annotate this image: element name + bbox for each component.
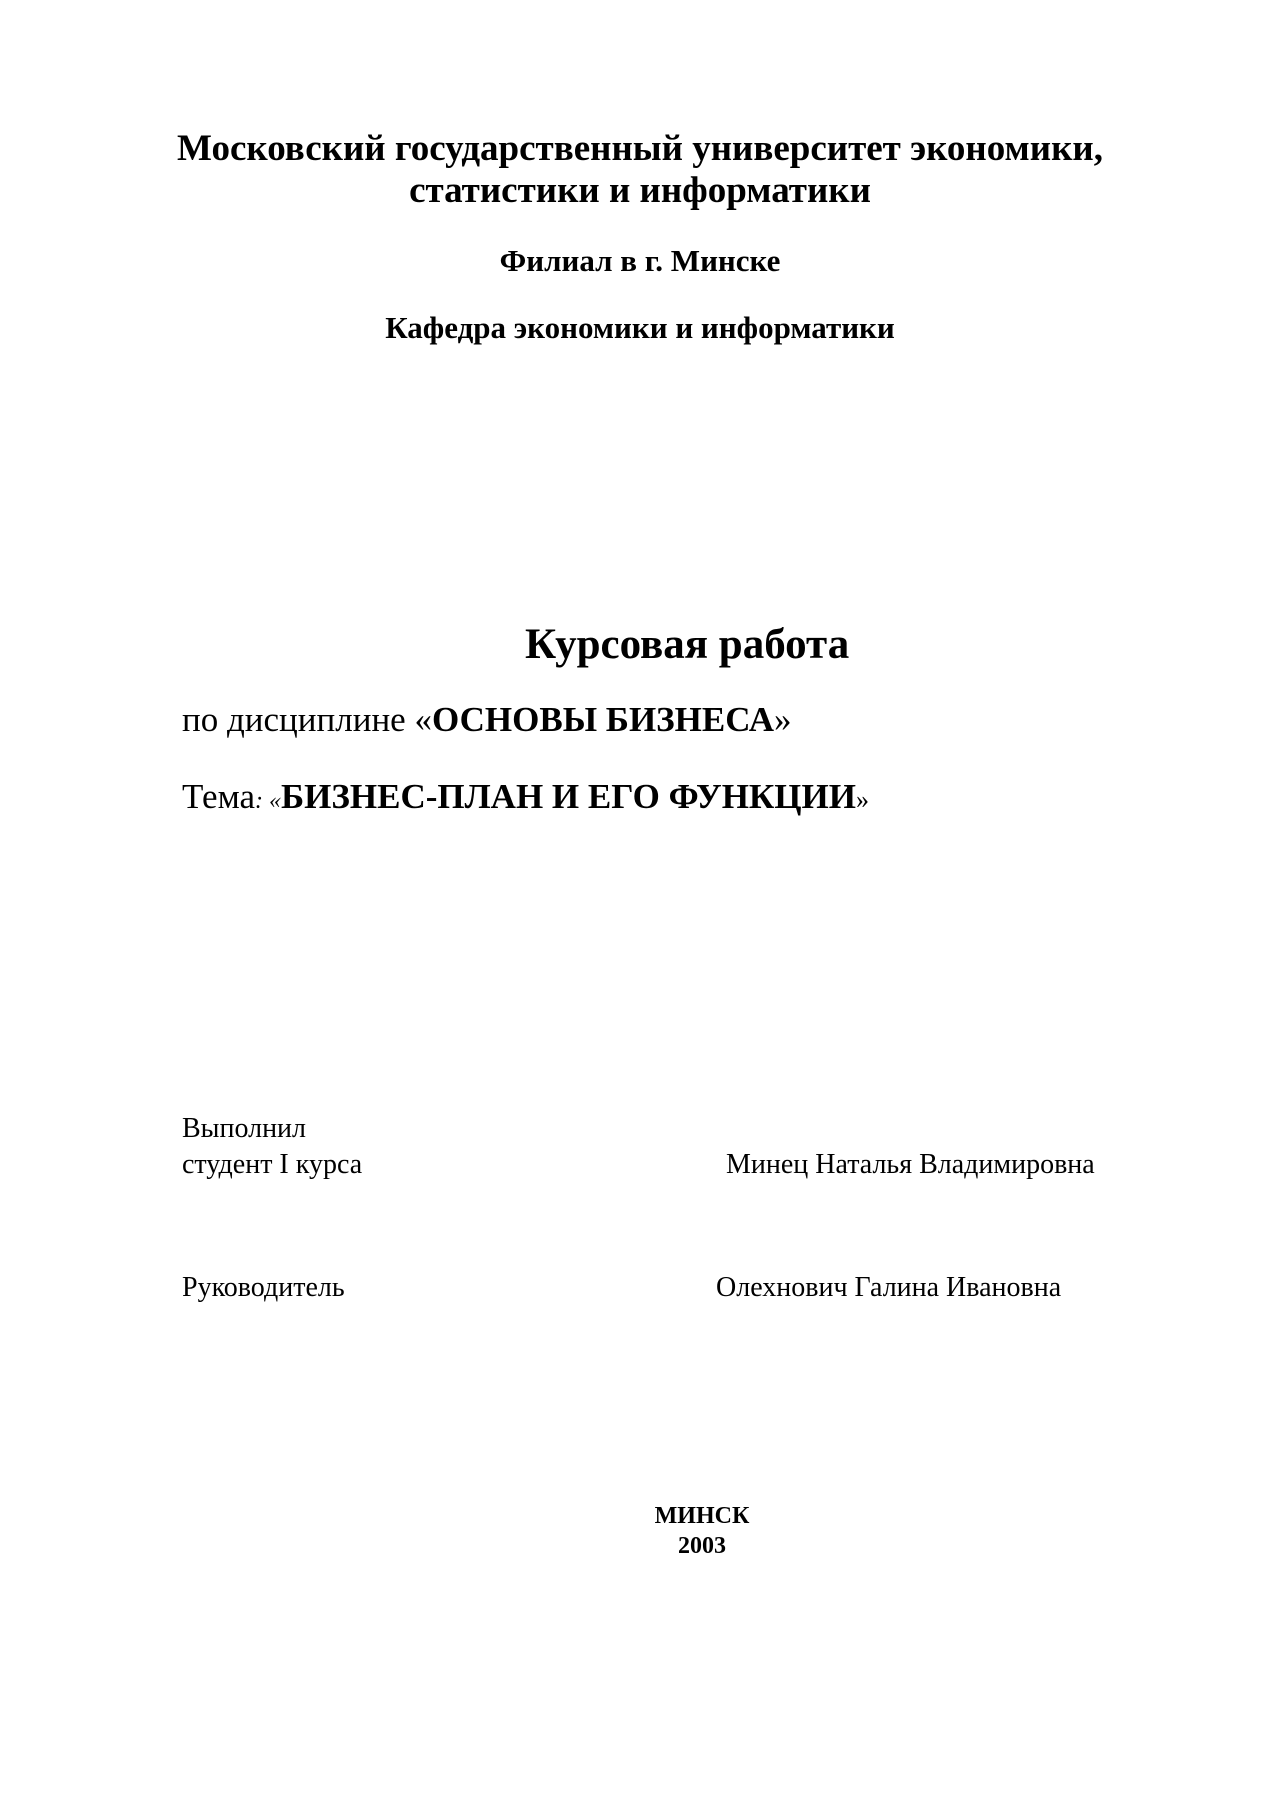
department-name: Кафедра экономики и информатики (385, 310, 895, 345)
supervisor-label: Руководитель (182, 1272, 345, 1303)
discipline-name: ОСНОВЫ БИЗНЕСА (431, 700, 775, 739)
topic-line (182, 776, 869, 822)
supervisor-name: Олехнович Галина Ивановна (716, 1272, 1062, 1303)
topic-colon-quote: : « (255, 788, 282, 814)
student-label: студент I курса (182, 1149, 363, 1180)
city: МИНСК (654, 1503, 750, 1529)
topic-name: БИЗНЕС-ПЛАН И ЕГО ФУНКЦИИ (281, 777, 856, 816)
branch-name: Филиал в г. Минске (499, 243, 781, 278)
topic-suffix: » (855, 785, 869, 814)
performed-label: Выполнил (182, 1113, 307, 1144)
year: 2003 (678, 1533, 726, 1559)
student-name: Минец Наталья Владимировна (726, 1149, 1095, 1180)
discipline-line (182, 699, 792, 741)
discipline-suffix: » (774, 700, 792, 739)
university-name-line1: Московский государственный университет экономики, (177, 128, 1103, 169)
work-title: Курсовая работа (525, 621, 850, 668)
discipline-prefix: по дисциплине « (182, 700, 432, 739)
topic-prefix: Тема (182, 777, 256, 816)
university-name-line2: статистики и информатики (409, 170, 871, 211)
